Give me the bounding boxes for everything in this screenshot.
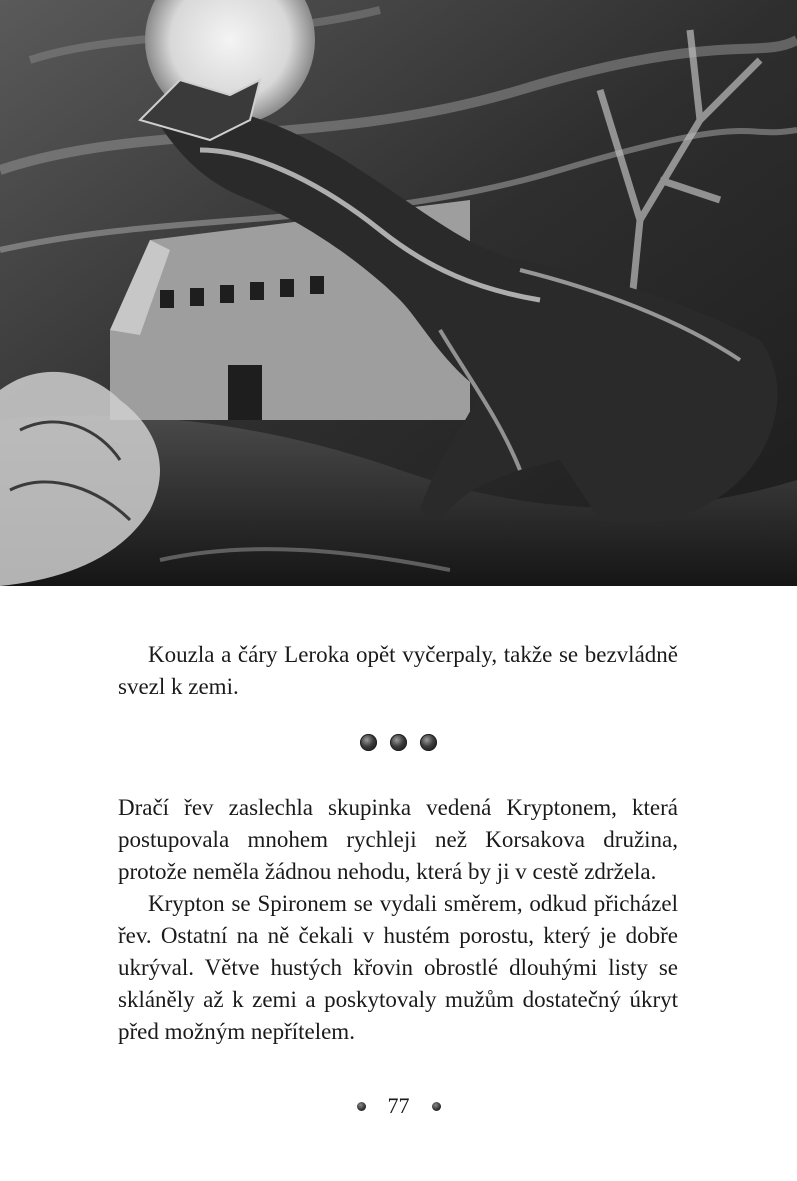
ornament-dot-icon	[360, 734, 377, 751]
footer-dot-icon	[357, 1102, 366, 1111]
ornament-dot-icon	[390, 734, 407, 751]
paragraph-group-1	[118, 639, 678, 703]
paragraph: Krypton se Spironem se vydali směrem, odkud přicházel řev. Ostatní na ně čekali v hustém porostu, který je dobře ukrýval. Větve hustých křovin obrostlé dlouhými listy se skláněly až k zemi a poskytovaly mužům dostatečný úkryt před možným nepřítelem.	[118, 891, 678, 1044]
dragon-over-house-illustration	[0, 0, 797, 586]
paragraph-group-2	[118, 792, 678, 1048]
ornament-dot-icon	[420, 734, 437, 751]
paragraph: Dračí řev zaslechla skupinka vedená Kryptonem, která postupovala mnohem rychleji než Korsakova družina, protože neměla žádnou nehodu, která by ji v cestě zdržela.	[118, 795, 678, 884]
page-footer	[0, 1093, 797, 1119]
paragraph: Kouzla a čáry Leroka opět vyčerpaly, takže se bezvládně svezl k zemi.	[118, 642, 678, 699]
section-break	[0, 734, 797, 751]
footer-dot-icon	[432, 1102, 441, 1111]
page-number: 77	[387, 1093, 410, 1118]
